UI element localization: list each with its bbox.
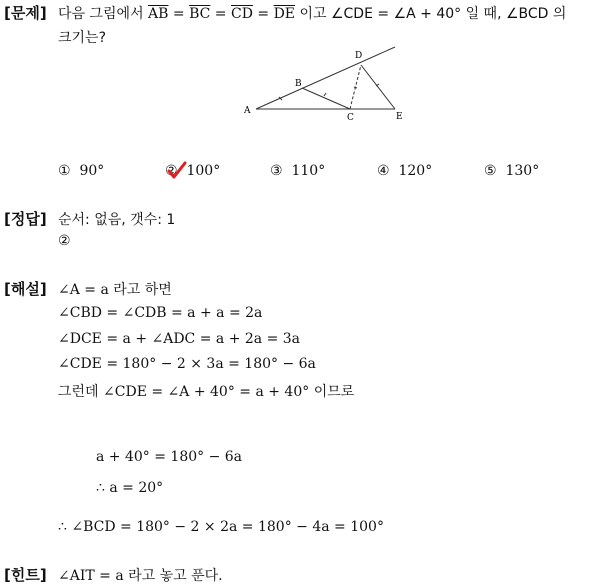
choice-3[interactable] <box>270 163 325 179</box>
problem-text-line2: 크기는? <box>58 30 107 46</box>
problem-label: [문제] <box>4 4 47 22</box>
hint-text: ∠AIT = a 라고 놓고 푼다. <box>58 568 223 584</box>
check-mark-icon <box>166 160 188 182</box>
geometry-figure <box>240 42 410 124</box>
tick-mark-bc <box>324 93 326 96</box>
answer-value: ② <box>58 233 71 249</box>
point-a-label: A <box>244 106 251 116</box>
point-b-label: B <box>295 79 302 89</box>
hint-label: [힌트] <box>4 566 47 584</box>
problem-text-line1 <box>58 3 566 23</box>
choice-5[interactable] <box>484 163 539 179</box>
explanation-line-3: ∠DCE = a + ∠ADC = a + 2a = 3a <box>58 331 301 347</box>
choice-number: ④ <box>377 163 390 179</box>
equals-sign: = <box>168 6 190 22</box>
choice-text: 110° <box>291 163 326 179</box>
explanation-solution: ∴ a = 20° <box>96 480 164 496</box>
explanation-line-5: 그런데 ∠CDE = ∠A + 40° = a + 40° 이므로 <box>58 384 355 400</box>
explanation-equation: a + 40° = 180° − 6a <box>96 449 243 465</box>
choice-number: ⑤ <box>484 163 497 179</box>
point-d-label: D <box>355 51 363 61</box>
segment-de: $\overline{DE}$ <box>273 6 296 22</box>
choice-text: 120° <box>398 163 433 179</box>
choice-number: ② <box>165 163 178 179</box>
point-c-label: C <box>347 113 354 123</box>
segment-ab: $\overline{AB}$ <box>148 6 169 22</box>
problem-text-pre: 다음 그림에서 <box>58 6 149 22</box>
equals-sign: = <box>210 6 231 22</box>
equals-sign: = <box>252 6 274 22</box>
explanation-label: [해설] <box>4 280 47 298</box>
choice-number: ③ <box>270 163 283 179</box>
ray-ad <box>256 47 395 109</box>
segment-bc-line <box>302 88 350 109</box>
explanation-line-2: ∠CBD = ∠CDB = a + a = 2a <box>58 305 263 321</box>
choice-text: 130° <box>505 163 540 179</box>
explanation-line-4: ∠CDE = 180° − 2 × 3a = 180° − 6a <box>58 356 316 372</box>
explanation-line-1: ∠A = a 라고 하면 <box>58 282 172 298</box>
tick-mark-cd <box>354 87 357 88</box>
choice-number: ① <box>58 163 71 179</box>
segment-bc: $\overline{BC}$ <box>189 6 211 22</box>
segment-cd: $\overline{CD}$ <box>231 6 253 22</box>
answer-label: [정답] <box>4 210 47 228</box>
point-e-label: E <box>396 112 403 122</box>
choice-1[interactable] <box>58 163 104 179</box>
problem-text-post: 이고 ∠CDE = ∠A + 40° 일 때, ∠BCD 의 <box>295 6 567 22</box>
choice-4[interactable] <box>377 163 432 179</box>
explanation-conclusion: ∴ ∠BCD = 180° − 2 × 2a = 180° − 4a = 100° <box>58 519 384 535</box>
answer-meta: 순서: 없음, 갯수: 1 <box>58 212 176 228</box>
choice-text: 100° <box>186 163 221 179</box>
choice-text: 90° <box>79 163 105 179</box>
segment-de-line <box>361 65 395 109</box>
